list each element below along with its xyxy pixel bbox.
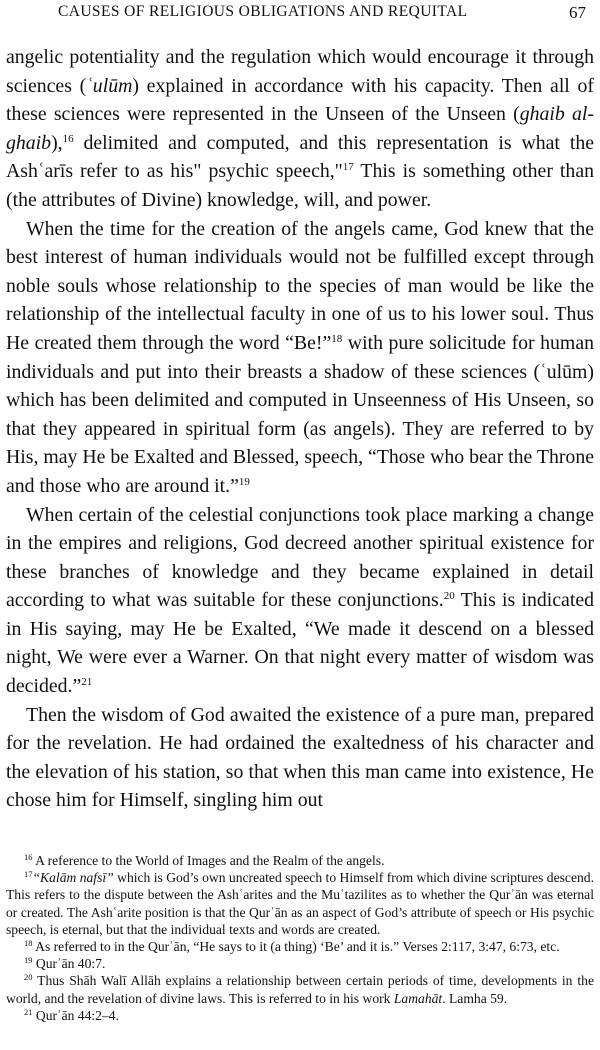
paragraph-2 bbox=[6, 215, 594, 501]
page-header bbox=[30, 3, 586, 25]
footnote-text: A reference to the World of Images and the Realm of the angels. bbox=[32, 853, 385, 868]
footnote-text: Thus Shāh Walī Allāh explains a relationship between certain periods of time, developments in the world, and the revelation of divine laws. This is referred to in his work bbox=[6, 973, 594, 1006]
paragraph-3 bbox=[6, 501, 594, 701]
footnote-20 bbox=[6, 972, 594, 1006]
footnote-19 bbox=[6, 955, 594, 972]
text-run: delimited and computed, and this representation is what the Ashʿarīs refer to as his" psychic speech," bbox=[6, 131, 594, 183]
footnote-number: 19 bbox=[24, 955, 33, 966]
italic-term: Lamahāt bbox=[393, 990, 443, 1006]
footnote-number: 20 bbox=[24, 972, 33, 983]
footnote-text: . Lamha 59. bbox=[442, 990, 508, 1006]
footnote-number: 16 bbox=[24, 852, 33, 862]
footnote-number: 18 bbox=[24, 938, 33, 949]
italic-term: ghaib al-ghaib bbox=[6, 103, 594, 154]
footnote-ref-18[interactable]: 18 bbox=[331, 332, 343, 345]
footnote-21 bbox=[6, 1007, 594, 1024]
text-run: This is something other than (the attributes of Divine) knowledge, will, and power. bbox=[6, 160, 594, 211]
footnote-text: Qurʾān 40:7. bbox=[32, 956, 106, 972]
footnote-17 bbox=[6, 869, 594, 938]
text-run: with pure solicitude for human individuals and put into their breasts a shadow of these sciences (ʿulūm) which has been delimited and computed in Unseenness of His Unseen, so that they appeared in spiritual form (as angels). They are referred to by His, may He be Exalted and Blessed, speech, “Those who bear the Throne and those who are around it.” bbox=[6, 331, 594, 497]
footnote-ref-17[interactable]: 17 bbox=[342, 161, 354, 174]
footnote-16 bbox=[6, 852, 594, 869]
text-run: When certain of the celestial conjunctions took place marking a change in the empires and religions, God decreed another spiritual existence for these branches of knowledge and they became explained in detail according to what was suitable for these conjunctions. bbox=[6, 503, 594, 612]
footnote-ref-19[interactable]: 19 bbox=[238, 475, 250, 488]
footnote-text: Qurʾān 44:2–4. bbox=[32, 1007, 119, 1023]
paragraph-1 bbox=[6, 43, 594, 215]
text-run: ), bbox=[51, 131, 63, 154]
footnote-ref-20[interactable]: 20 bbox=[443, 590, 455, 603]
footnote-ref-16[interactable]: 16 bbox=[62, 132, 74, 145]
footnote-text: As referred to in the Qurʾān, “He says to it (a thing) ‘Be’ and it is.” Verses 2:117, 3:47, 6:73, etc. bbox=[32, 939, 560, 955]
footnote-ref-21[interactable]: 21 bbox=[81, 676, 93, 689]
paragraph-4 bbox=[6, 701, 594, 815]
footnote-number: 17 bbox=[24, 869, 33, 880]
main-text bbox=[6, 43, 594, 815]
footnote-text: which is God’s own uncreated speech to Himself from which divine scriptures descend. This refers to the dispute between the Ashʿarites and the Muʿtazilites as to whether the Qurʾān was eternal or created. The Ashʿarite position is that the Qurʾān as an aspect of God’s attribute of speech or His psychic speech, is eternal, but that the individual texts and words are created. bbox=[6, 870, 594, 937]
text-run: This is indicated in His saying, may He be Exalted, “We made it descend on a blessed night, We were ever a Warner. On that night every matter of wisdom was decided.” bbox=[6, 589, 594, 698]
text-run: When the time for the creation of the angels came, God knew that the best interest of human individuals would not be fulfilled except through noble souls whose relationship to the species of man would be like the relationship of the intellectual faculty in one of us to his lower soul. Thus He created them through the word “Be!” bbox=[6, 217, 594, 354]
running-title: CAUSES OF RELIGIOUS OBLIGATIONS AND REQUITAL bbox=[58, 3, 468, 20]
text-run: Then the wisdom of God awaited the existence of a pure man, prepared for the revelation. He had ordained the exaltedness of his character and the elevation of his station, so that when this man came into existence, He chose him for Himself, singling him out bbox=[6, 703, 594, 812]
text-run: ) explained in accordance with his capacity. Then all of these sciences were represented in the Unseen of the Unseen ( bbox=[6, 74, 595, 126]
footnote-18 bbox=[6, 938, 594, 955]
text-run: angelic potentiality and the regulation which would encourage it through sciences ( bbox=[6, 46, 594, 97]
italic-term: ʿulūm bbox=[86, 74, 133, 97]
footnote-number: 21 bbox=[24, 1006, 33, 1017]
footnotes bbox=[6, 852, 594, 1024]
page-number: 67 bbox=[569, 3, 586, 22]
italic-term: “Kalām nafsī” bbox=[32, 870, 114, 886]
